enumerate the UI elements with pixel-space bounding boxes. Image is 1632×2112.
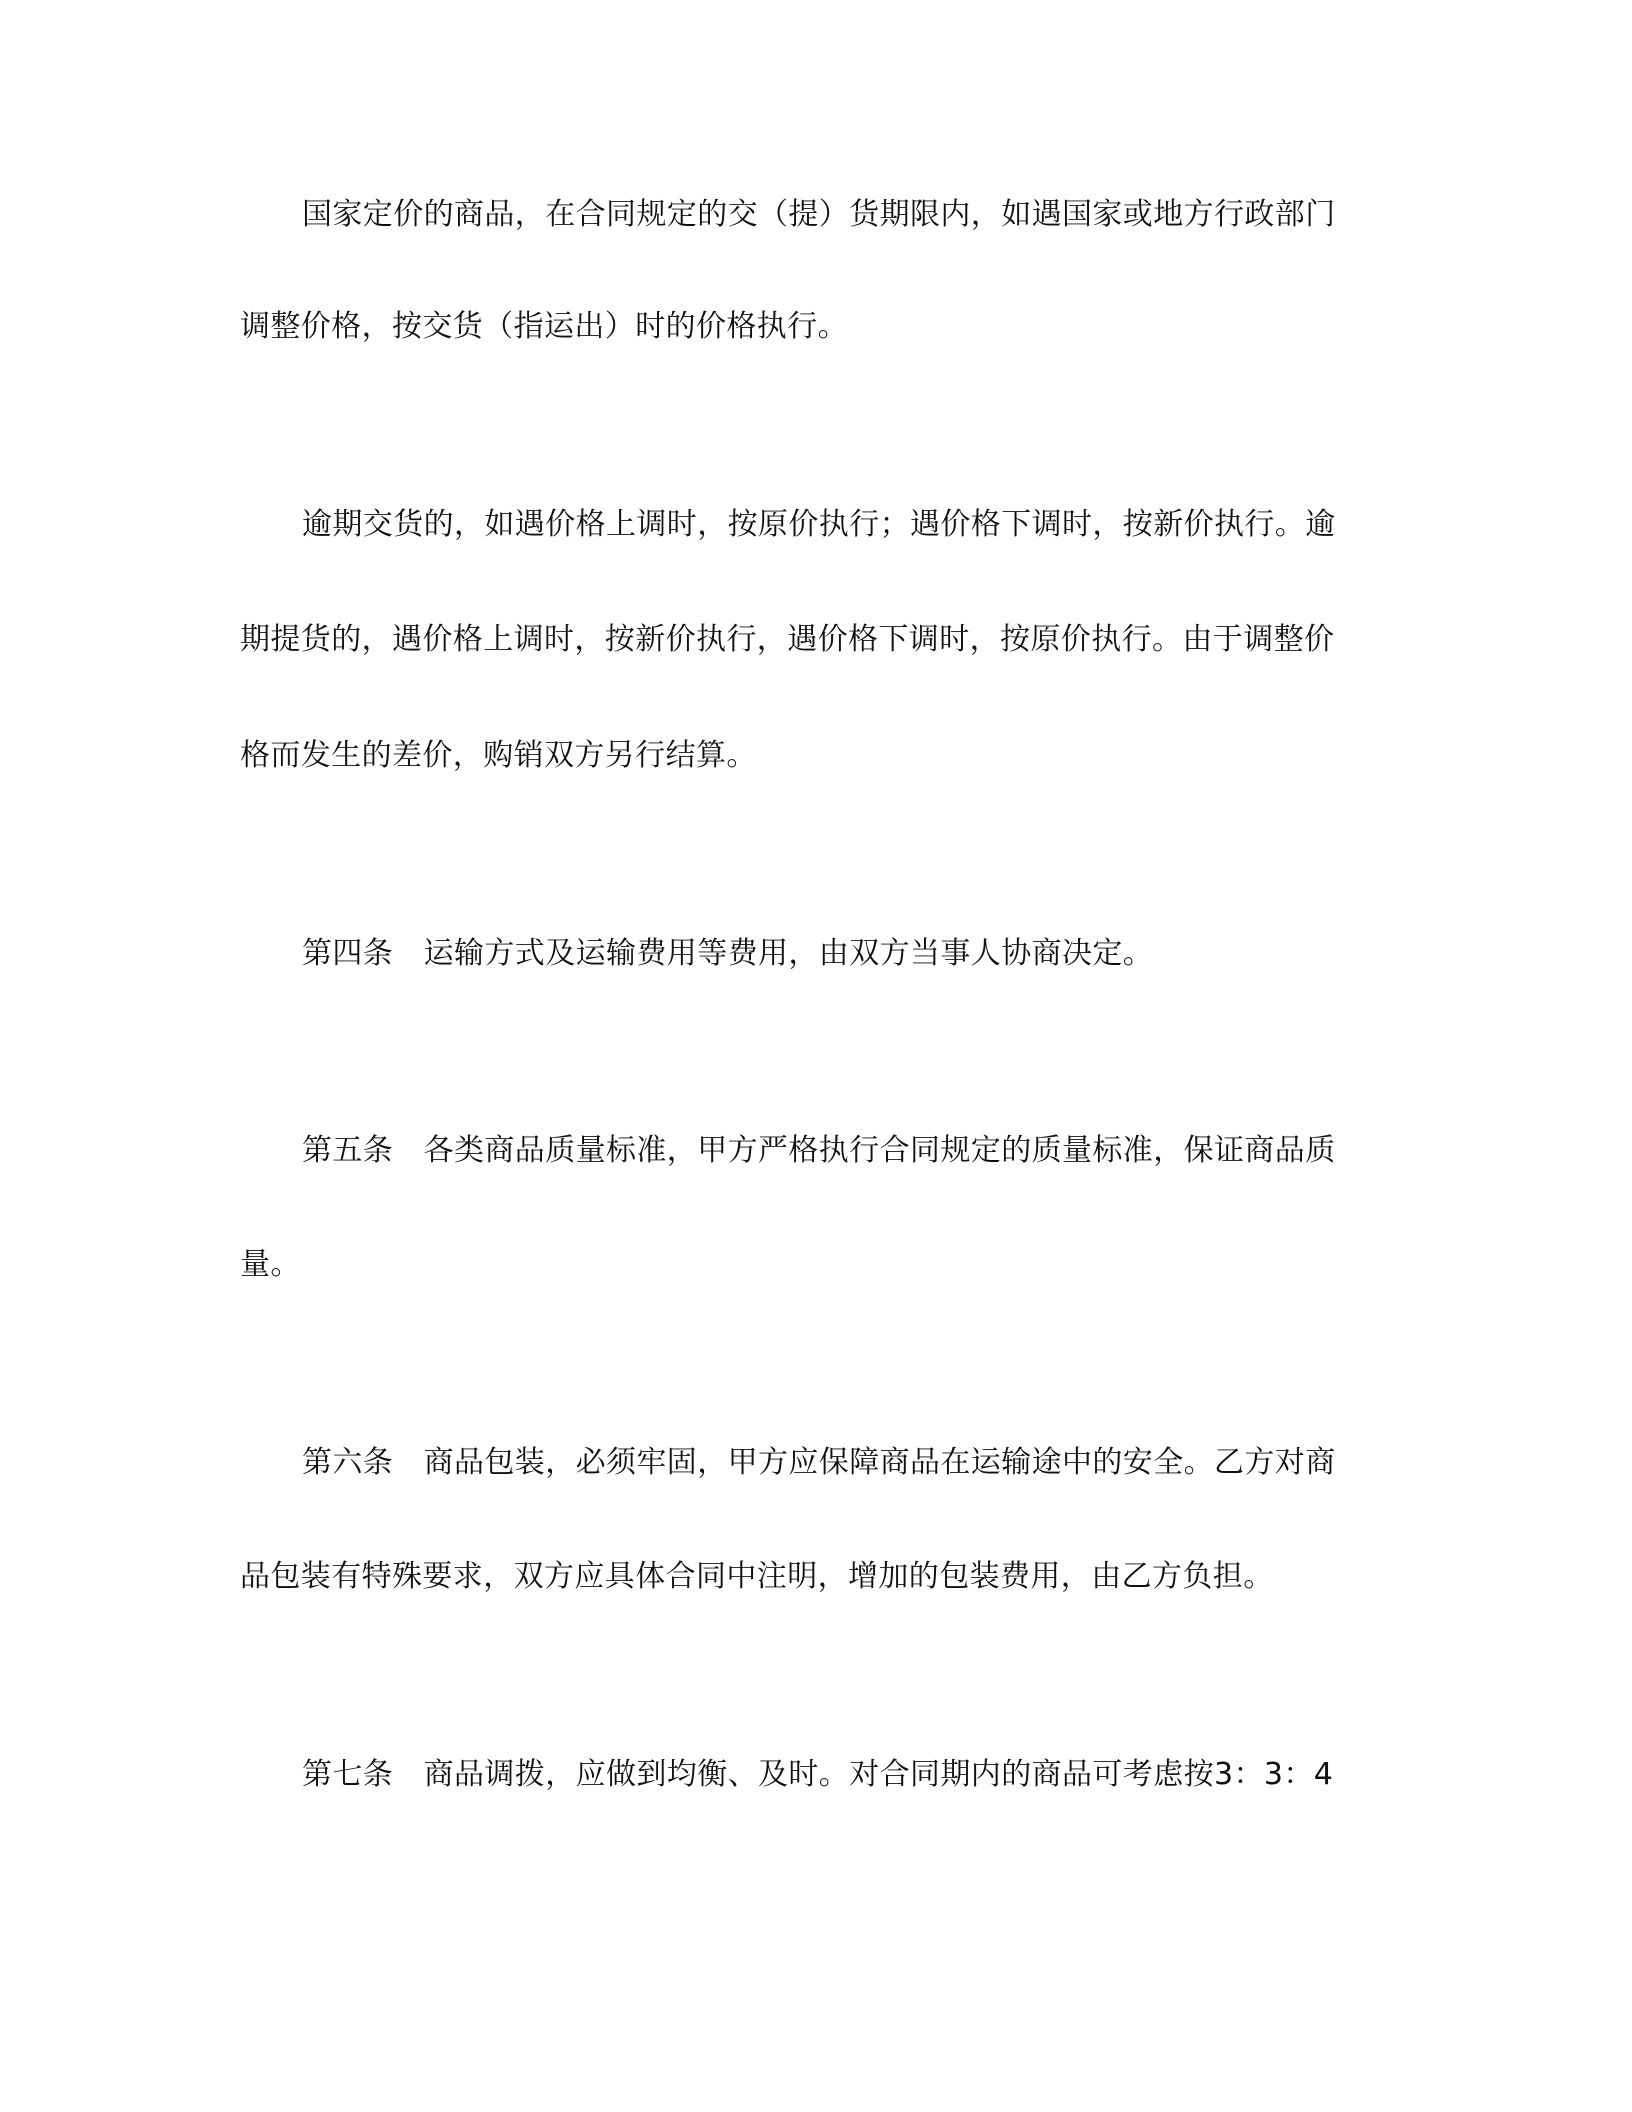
- article-6-line-1: 第六条 商品包装，必须牢固，甲方应保障商品在运输途中的安全。乙方对商: [302, 1445, 1336, 1480]
- paragraph-overdue-line-3: 格而发生的差价，购销双方另行结算。: [240, 738, 757, 773]
- article-6-line-2: 品包装有特殊要求，双方应具体合同中注明，增加的包装费用，由乙方负担。: [240, 1559, 1274, 1594]
- paragraph-price-adjustment-line-2: 调整价格，按交货（指运出）时的价格执行。: [240, 309, 848, 344]
- paragraph-overdue-line-2: 期提货的，遇价格上调时，按新价执行，遇价格下调时，按原价执行。由于调整价: [240, 622, 1335, 657]
- paragraph-overdue-line-1: 逾期交货的，如遇价格上调时，按原价执行；遇价格下调时，按新价执行。逾: [302, 507, 1336, 542]
- article-5-line-1: 第五条 各类商品质量标准，甲方严格执行合同规定的质量标准，保证商品质: [302, 1133, 1336, 1168]
- article-7-line-1: 第七条 商品调拨，应做到均衡、及时。对合同期内的商品可考虑按3：3：4: [302, 1757, 1334, 1792]
- article-5-line-2: 量。: [240, 1247, 301, 1282]
- paragraph-price-adjustment-line-1: 国家定价的商品，在合同规定的交（提）货期限内，如遇国家或地方行政部门: [302, 197, 1336, 232]
- article-4-line-1: 第四条 运输方式及运输费用等费用，由双方当事人协商决定。: [302, 936, 1154, 971]
